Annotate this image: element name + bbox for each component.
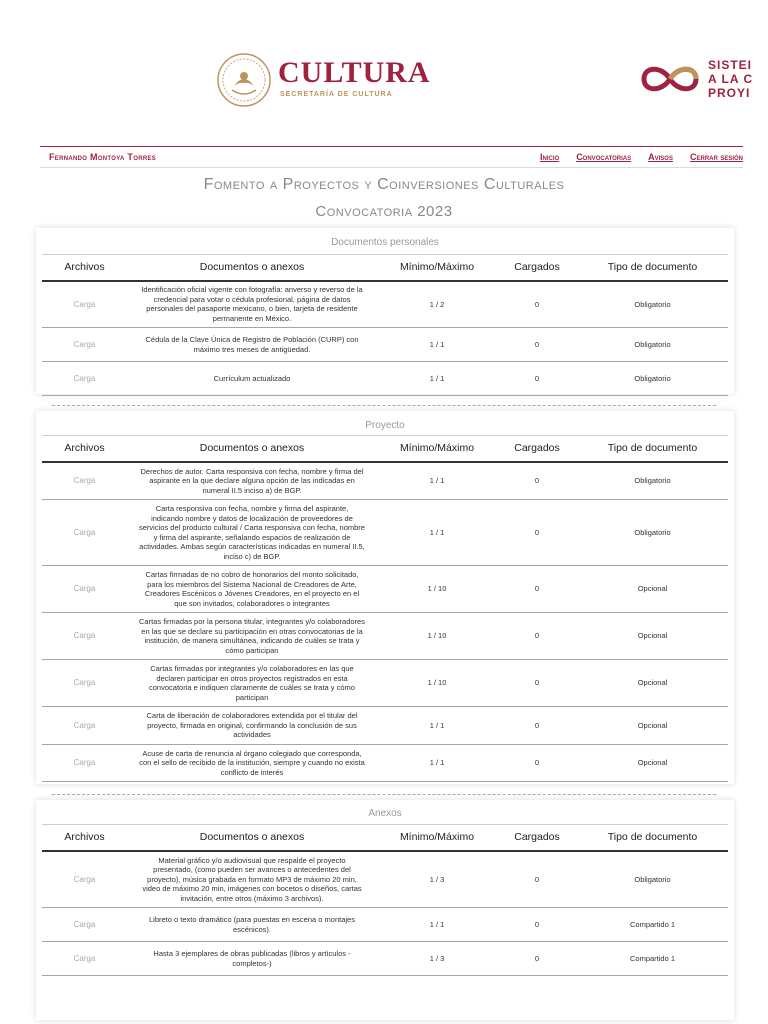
upload-link[interactable]: Carga xyxy=(42,613,127,660)
nav-inicio-link[interactable]: Inicio xyxy=(540,152,560,162)
min-max-value: 1 / 3 xyxy=(377,851,497,908)
loaded-count: 0 xyxy=(497,328,577,362)
section-title: Proyecto xyxy=(365,420,405,431)
upload-link[interactable]: Carga xyxy=(42,566,127,613)
brand-subtitle: SECRETARÍA DE CULTURA xyxy=(280,91,393,98)
section-anexos xyxy=(36,800,734,1020)
document-type: Compartido 1 xyxy=(577,908,728,942)
loaded-count: 0 xyxy=(497,942,577,976)
documents-table xyxy=(42,435,728,782)
loaded-count: 0 xyxy=(497,745,577,782)
table-row xyxy=(42,908,728,942)
brand-title: CULTURA xyxy=(278,56,431,89)
section-title: Anexos xyxy=(368,808,402,819)
document-description: Cédula de la Clave Única de Registro de Población (CURP) con máximo tres meses de antigüedad. xyxy=(127,328,377,362)
loaded-count: 0 xyxy=(497,613,577,660)
document-type: Obligatorio xyxy=(577,281,728,328)
site-header xyxy=(0,0,768,142)
upload-link[interactable]: Carga xyxy=(42,660,127,707)
upload-link[interactable]: Carga xyxy=(42,707,127,745)
document-type: Opcional xyxy=(577,707,728,745)
user-name: Fernando Montoya Torres xyxy=(49,152,157,162)
document-description: Cartas firmadas por la persona titular, integrantes y/o colaboradores en las que se declare su participación en otras convocatorias de la institución, de manera simultánea, indicando de cuáles se trata y cómo participan xyxy=(127,613,377,660)
upload-link[interactable]: Carga xyxy=(42,942,127,976)
min-max-value: 1 / 1 xyxy=(377,328,497,362)
table-row xyxy=(42,707,728,745)
table-row xyxy=(42,362,728,396)
column-header: Archivos xyxy=(42,825,127,851)
table-row xyxy=(42,745,728,782)
document-type: Opcional xyxy=(577,566,728,613)
column-header: Cargados xyxy=(497,436,577,462)
section-title: Documentos personales xyxy=(331,237,439,248)
min-max-value: 1 / 1 xyxy=(377,908,497,942)
section-proyecto xyxy=(36,411,734,784)
loaded-count: 0 xyxy=(497,281,577,328)
sistema-logo-line: A LA C xyxy=(708,72,754,86)
sistema-logo-line: SISTEI xyxy=(708,58,753,72)
column-header: Documentos o anexos xyxy=(127,825,377,851)
upload-link[interactable]: Carga xyxy=(42,851,127,908)
min-max-value: 1 / 1 xyxy=(377,707,497,745)
column-header: Documentos o anexos xyxy=(127,255,377,281)
loaded-count: 0 xyxy=(497,707,577,745)
table-header-row xyxy=(42,255,728,281)
column-header: Archivos xyxy=(42,255,127,281)
document-description: Identificación oficial vigente con fotografía: anverso y reverso de la credencial para votar o cédula profesional, página de datos personales del pasaporte mexicano, o bien, tarjeta de residente permanente en México. xyxy=(127,281,377,328)
min-max-value: 1 / 1 xyxy=(377,500,497,566)
table-header-row xyxy=(42,825,728,851)
document-type: Obligatorio xyxy=(577,328,728,362)
national-seal-icon xyxy=(216,52,272,108)
loaded-count: 0 xyxy=(497,462,577,500)
column-header: Cargados xyxy=(497,255,577,281)
infinity-logo-icon xyxy=(638,62,702,96)
table-row xyxy=(42,613,728,660)
column-header: Tipo de documento xyxy=(577,825,728,851)
min-max-value: 1 / 2 xyxy=(377,281,497,328)
documents-table xyxy=(42,254,728,396)
document-description: Carta responsiva con fecha, nombre y firma del aspirante, indicando nombre y datos de localización de proveedores de servicios del producto cultural / Carta responsiva con fecha, nombre y firma del aspirante, señalando espacios de realización de actividades. Ambas según características indicadas en numeral II.5, inciso c) de BGP. xyxy=(127,500,377,566)
min-max-value: 1 / 3 xyxy=(377,942,497,976)
table-row xyxy=(42,281,728,328)
upload-link[interactable]: Carga xyxy=(42,500,127,566)
section-divider xyxy=(52,794,716,795)
sistema-logo-line: PROYI xyxy=(708,86,751,98)
table-row xyxy=(42,851,728,908)
min-max-value: 1 / 10 xyxy=(377,613,497,660)
min-max-value: 1 / 1 xyxy=(377,362,497,396)
table-row xyxy=(42,462,728,500)
table-header-row xyxy=(42,436,728,462)
min-max-value: 1 / 10 xyxy=(377,660,497,707)
table-row xyxy=(42,328,728,362)
document-type: Opcional xyxy=(577,613,728,660)
loaded-count: 0 xyxy=(497,660,577,707)
column-header: Archivos xyxy=(42,436,127,462)
upload-link[interactable]: Carga xyxy=(42,462,127,500)
document-type: Obligatorio xyxy=(577,851,728,908)
document-description: Hasta 3 ejemplares de obras publicadas (libros y artículos - completos-) xyxy=(127,942,377,976)
column-header: Cargados xyxy=(497,825,577,851)
document-description: Cartas firmadas por integrantes y/o colaboradores en las que declaren participar en otros proyectos registrados en esta convocatoria e indiquen claramente de cuáles se trata y cómo participan xyxy=(127,660,377,707)
min-max-value: 1 / 10 xyxy=(377,566,497,613)
loaded-count: 0 xyxy=(497,362,577,396)
min-max-value: 1 / 1 xyxy=(377,462,497,500)
user-navbar xyxy=(40,146,743,168)
section-documentos-personales xyxy=(36,228,734,394)
sistema-logo-text xyxy=(708,58,753,98)
document-type: Opcional xyxy=(577,745,728,782)
loaded-count: 0 xyxy=(497,851,577,908)
column-header: Mínimo/Máximo xyxy=(377,825,497,851)
column-header: Tipo de documento xyxy=(577,436,728,462)
column-header: Tipo de documento xyxy=(577,255,728,281)
table-row xyxy=(42,660,728,707)
document-description: Currículum actualizado xyxy=(127,362,377,396)
document-description: Libreto o texto dramático (para puestas en escena o montajes escénicos). xyxy=(127,908,377,942)
column-header: Mínimo/Máximo xyxy=(377,436,497,462)
loaded-count: 0 xyxy=(497,500,577,566)
column-header: Mínimo/Máximo xyxy=(377,255,497,281)
document-description: Material gráfico y/o audiovisual que respalde el proyecto presentado, (como pueden ser avances o antecedentes del proyecto), música grabada en formato MP3 de máximo 20 min, video de máximo 20 min, imágenes con bocetos o diseños, cartas invitación, entre otros (máximo 3 archivos). xyxy=(127,851,377,908)
upload-link[interactable]: Carga xyxy=(42,908,127,942)
column-header: Documentos o anexos xyxy=(127,436,377,462)
upload-link[interactable]: Carga xyxy=(42,362,127,396)
loaded-count: 0 xyxy=(497,908,577,942)
sistema-logo[interactable] xyxy=(638,58,768,98)
document-type: Obligatorio xyxy=(577,362,728,396)
page-subtitle: Convocatoria 2023 xyxy=(315,203,453,220)
nav-avisos-link[interactable]: Avisos xyxy=(648,152,673,162)
nav-cerrar-sesion-link[interactable]: Cerrar sesión xyxy=(689,152,743,162)
cultura-logo[interactable] xyxy=(216,52,446,108)
table-row xyxy=(42,500,728,566)
upload-link[interactable]: Carga xyxy=(42,281,127,328)
document-type: Obligatorio xyxy=(577,462,728,500)
min-max-value: 1 / 1 xyxy=(377,745,497,782)
table-row xyxy=(42,942,728,976)
document-description: Cartas firmadas de no cobro de honorarios del monto solicitado, para los miembros del Sistema Nacional de Creadores de Arte, Creadores Escénicos o Jóvenes Creadores, en el proyecto en el que son invitados, colaboradores o integrantes xyxy=(127,566,377,613)
document-type: Opcional xyxy=(577,660,728,707)
nav-convocatorias-link[interactable]: Convocatorias xyxy=(576,152,632,162)
document-description: Derechos de autor. Carta responsiva con fecha, nombre y firma del aspirante en la que declare alguna opción de las indicadas en numeral II.5 inciso a) de BGP. xyxy=(127,462,377,500)
upload-link[interactable]: Carga xyxy=(42,328,127,362)
upload-link[interactable]: Carga xyxy=(42,745,127,782)
main-nav xyxy=(540,152,743,162)
document-type: Compartido 1 xyxy=(577,942,728,976)
document-type: Obligatorio xyxy=(577,500,728,566)
document-description: Carta de liberación de colaboradores extendida por el titular del proyecto, firmada en original, confirmando la conclusión de sus actividades xyxy=(127,707,377,745)
loaded-count: 0 xyxy=(497,566,577,613)
page-title: Fomento a Proyectos y Coinversiones Culturales xyxy=(203,176,565,193)
section-divider xyxy=(52,405,716,406)
documents-table xyxy=(42,824,728,976)
table-row xyxy=(42,566,728,613)
document-description: Acuse de carta de renuncia al órgano colegiado que corresponda, con el sello de recibido de la institución, siempre y cuando no exista conflicto de interés xyxy=(127,745,377,782)
